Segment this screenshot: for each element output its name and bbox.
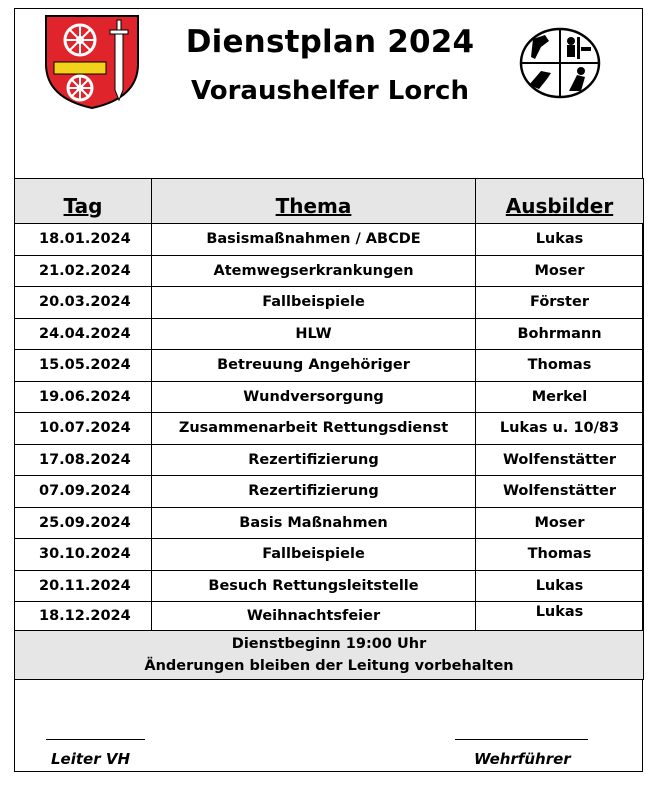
row-instructor: Merkel <box>476 381 644 413</box>
row-topic: Atemwegserkrankungen <box>152 255 476 287</box>
row-instructor: Förster <box>476 287 644 319</box>
row-topic: Besuch Rettungsleitstelle <box>152 570 476 602</box>
row-topic: Basis Maßnahmen <box>152 507 476 539</box>
row-instructor: Lukas <box>476 224 644 256</box>
column-header-date: Tag <box>15 179 152 224</box>
schedule-table <box>14 178 644 680</box>
row-date: 21.02.2024 <box>15 255 152 287</box>
row-date: 15.05.2024 <box>15 350 152 382</box>
table-row <box>15 318 644 350</box>
table-row <box>15 350 644 382</box>
page-title: Dienstplan 2024 <box>185 24 475 60</box>
signature-line-left <box>46 739 145 740</box>
row-topic: Fallbeispiele <box>152 539 476 571</box>
row-date: 25.09.2024 <box>15 507 152 539</box>
row-topic: Wundversorgung <box>152 381 476 413</box>
row-date: 19.06.2024 <box>15 381 152 413</box>
table-row <box>15 224 644 256</box>
table-row <box>15 539 644 571</box>
row-topic: Zusammenarbeit Rettungsdienst <box>152 413 476 445</box>
table-row <box>15 287 644 319</box>
table-row <box>15 507 644 539</box>
row-instructor: Moser <box>476 507 644 539</box>
row-topic: Basismaßnahmen / ABCDE <box>152 224 476 256</box>
page-subtitle: Voraushelfer Lorch <box>191 76 469 106</box>
row-instructor: Lukas <box>476 570 644 602</box>
row-instructor: Thomas <box>476 539 644 571</box>
row-instructor: Moser <box>476 255 644 287</box>
row-instructor: Wolfenstätter <box>476 444 644 476</box>
column-header-instructor: Ausbilder <box>476 179 644 224</box>
row-date: 18.12.2024 <box>15 602 152 631</box>
signature-label-chief: Wehrführer <box>474 750 571 768</box>
table-row <box>15 602 644 631</box>
row-instructor: Bohrmann <box>476 318 644 350</box>
row-date: 10.07.2024 <box>15 413 152 445</box>
row-instructor: Thomas <box>476 350 644 382</box>
table-row <box>15 381 644 413</box>
table-row <box>15 570 644 602</box>
row-instructor: Lukas <box>476 602 644 631</box>
row-date: 24.04.2024 <box>15 318 152 350</box>
column-header-topic: Thema <box>152 179 476 224</box>
footer-note <box>15 631 644 680</box>
row-date: 18.01.2024 <box>15 224 152 256</box>
row-instructor: Wolfenstätter <box>476 476 644 508</box>
table-row <box>15 476 644 508</box>
table-header-row <box>15 179 644 224</box>
table-row <box>15 444 644 476</box>
row-topic: Rezertifizierung <box>152 476 476 508</box>
table-row <box>15 255 644 287</box>
row-date: 20.03.2024 <box>15 287 152 319</box>
row-topic: Rezertifizierung <box>152 444 476 476</box>
row-date: 20.11.2024 <box>15 570 152 602</box>
row-instructor: Lukas u. 10/83 <box>476 413 644 445</box>
signature-label-leader: Leiter VH <box>51 750 130 768</box>
row-topic: Weihnachtsfeier <box>152 602 476 631</box>
row-topic: Fallbeispiele <box>152 287 476 319</box>
row-date: 17.08.2024 <box>15 444 152 476</box>
start-time-note: Dienstbeginn 19:00 Uhr <box>231 636 427 652</box>
table-row <box>15 413 644 445</box>
row-date: 30.10.2024 <box>15 539 152 571</box>
row-date: 07.09.2024 <box>15 476 152 508</box>
table-footer-row <box>15 631 644 680</box>
row-topic: HLW <box>152 318 476 350</box>
changes-note: Änderungen bleiben der Leitung vorbehalten <box>144 658 514 674</box>
fire-brigade-emblem <box>519 27 601 99</box>
row-topic: Betreuung Angehöriger <box>152 350 476 382</box>
signature-line-right <box>455 739 588 740</box>
